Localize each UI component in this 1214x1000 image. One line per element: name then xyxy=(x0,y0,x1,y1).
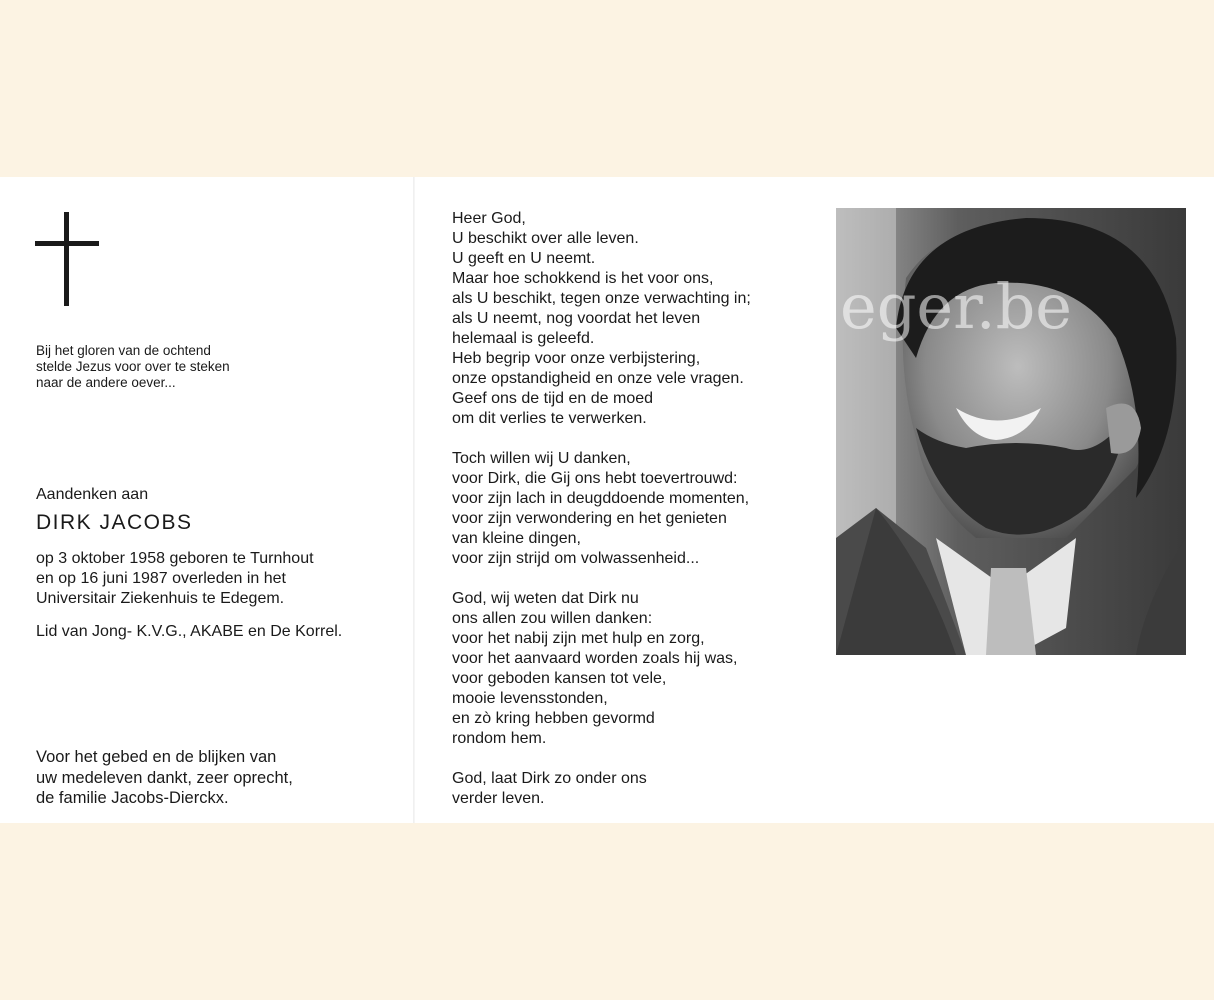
thanks-line: de familie Jacobs-Dierckx. xyxy=(36,789,229,807)
cross-icon xyxy=(35,212,99,306)
prayer-stanza xyxy=(452,209,804,429)
bio-line: op 3 oktober 1958 geboren te Turnhout xyxy=(36,550,314,567)
prayer-line: Heb begrip voor onze verbijstering, xyxy=(452,350,701,367)
prayer-line: Heer God, xyxy=(452,210,526,227)
prayer-line: rondom hem. xyxy=(452,730,547,747)
card-fold xyxy=(413,177,415,823)
prayer-line: voor zijn strijd om volwassenheid... xyxy=(452,550,700,567)
prayer-line: om dit verlies te verwerken. xyxy=(452,410,647,427)
prayer-stanza xyxy=(452,769,804,809)
prayer-line: en zò kring hebben gevormd xyxy=(452,710,655,727)
quote-line: naar de andere oever... xyxy=(36,375,176,390)
remembrance-intro: Aandenken aan xyxy=(36,486,149,503)
deceased-name: DIRK JACOBS xyxy=(36,511,193,534)
prayer-line: God, laat Dirk zo onder ons xyxy=(452,770,647,787)
prayer-line: voor zijn lach in deugddoende momenten, xyxy=(452,490,750,507)
prayer-line: voor geboden kansen tot vele, xyxy=(452,670,667,687)
prayer-line: als U beschikt, tegen onze verwachting in; xyxy=(452,290,751,307)
thanks-line: Voor het gebed en de blijken van xyxy=(36,748,277,766)
prayer-line: voor het nabij zijn met hulp en zorg, xyxy=(452,630,705,647)
prayer-line: U geeft en U neemt. xyxy=(452,250,596,267)
prayer-line: voor zijn verwondering en het genieten xyxy=(452,510,727,527)
quote-line: Bij het gloren van de ochtend xyxy=(36,343,211,358)
family-thanks xyxy=(36,747,293,809)
prayer-line: onze opstandigheid en onze vele vragen. xyxy=(452,370,744,387)
watermark: eger.be xyxy=(840,270,1072,343)
prayer-line: mooie levensstonden, xyxy=(452,690,608,707)
bible-quote xyxy=(36,343,336,391)
prayer-text xyxy=(452,209,804,829)
prayer-line: Geef ons de tijd en de moed xyxy=(452,390,654,407)
prayer-stanza xyxy=(452,449,804,569)
prayer-line: helemaal is geleefd. xyxy=(452,330,595,347)
quote-line: stelde Jezus voor over te steken xyxy=(36,359,230,374)
membership: Lid van Jong- K.V.G., AKABE en De Korrel. xyxy=(36,623,343,640)
prayer-line: ons allen zou willen danken: xyxy=(452,610,653,627)
bio-line: en op 16 juni 1987 overleden in het xyxy=(36,570,286,587)
bio-line: Universitair Ziekenhuis te Edegem. xyxy=(36,590,285,607)
prayer-line: Toch willen wij U danken, xyxy=(452,450,631,467)
prayer-line: U beschikt over alle leven. xyxy=(452,230,639,247)
thanks-line: uw medeleven dankt, zeer oprecht, xyxy=(36,768,293,787)
prayer-line: God, wij weten dat Dirk nu xyxy=(452,590,639,607)
prayer-line: Maar hoe schokkend is het voor ons, xyxy=(452,270,714,287)
biography xyxy=(36,549,386,609)
prayer-line: als U neemt, nog voordat het leven xyxy=(452,310,701,327)
prayer-line: voor het aanvaard worden zoals hij was, xyxy=(452,650,738,667)
prayer-line: van kleine dingen, xyxy=(452,530,581,547)
prayer-line: voor Dirk, die Gij ons hebt toevertrouwd: xyxy=(452,470,738,487)
prayer-line: verder leven. xyxy=(452,790,545,807)
prayer-stanza xyxy=(452,589,804,749)
